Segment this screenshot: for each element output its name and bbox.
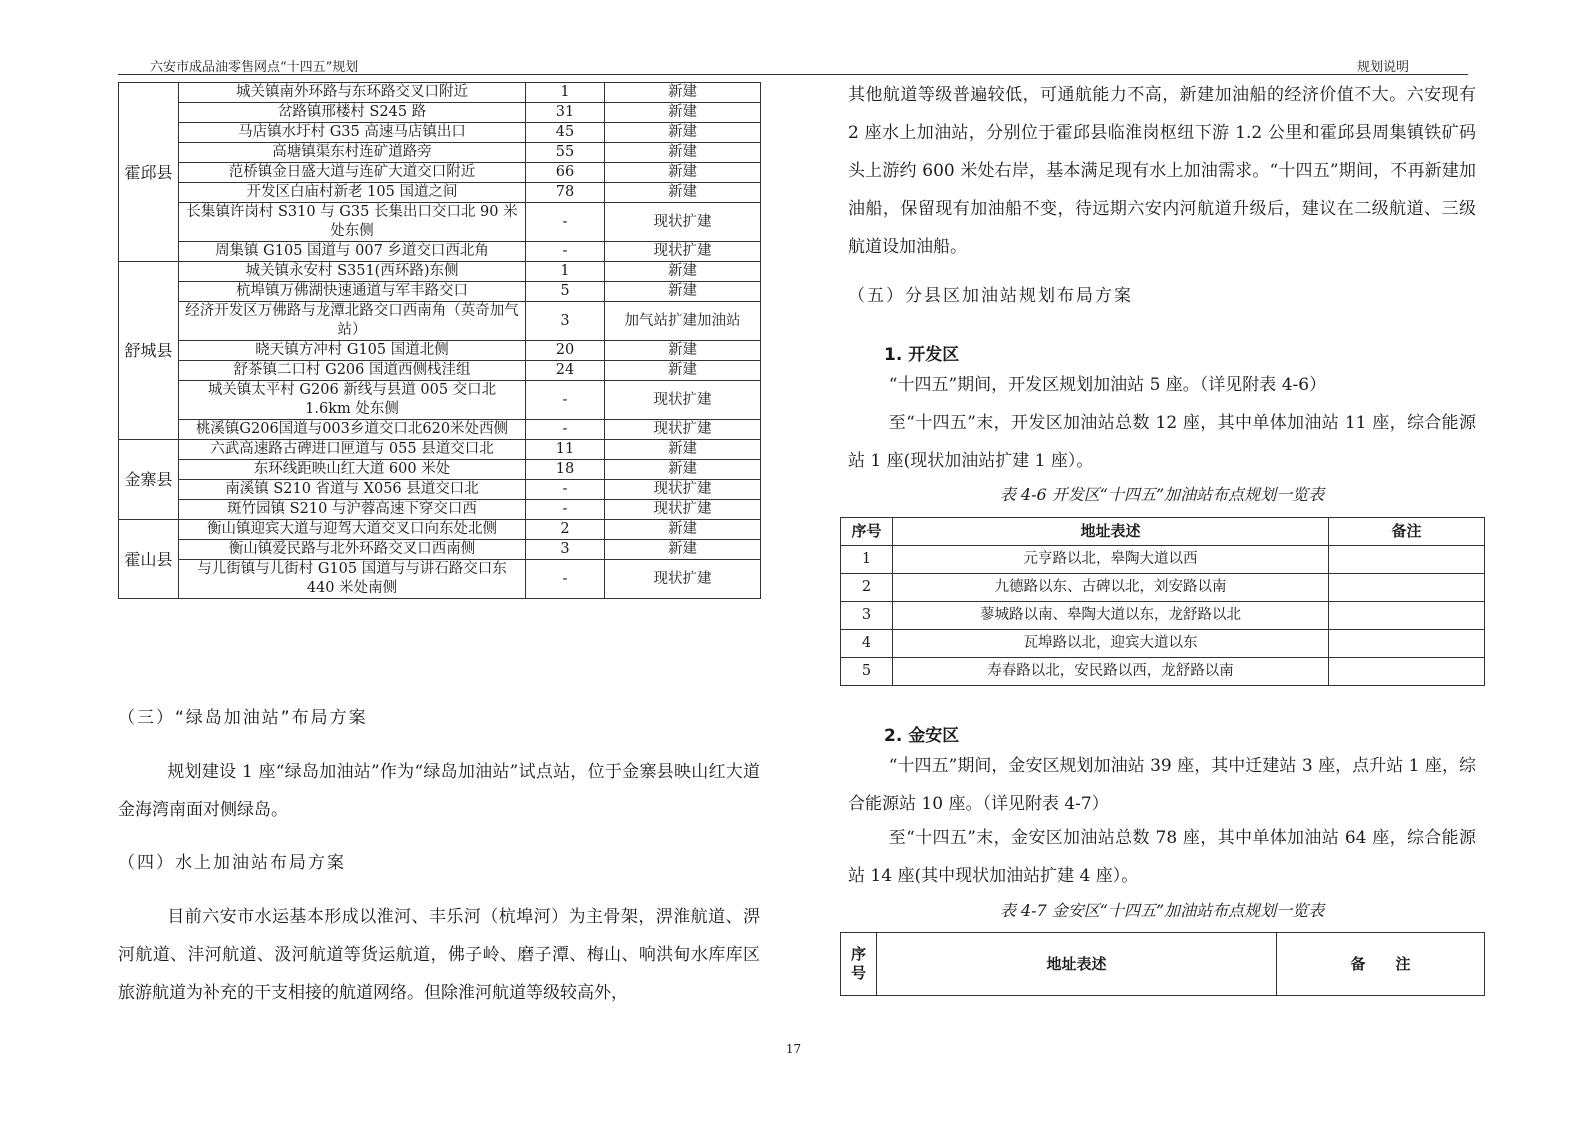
table-row [119, 540, 761, 560]
address-cell: 蓼城路以南、皋陶大道以东，龙舒路以北 [893, 602, 1329, 630]
address-cell: 高塘镇渠东村连矿道路旁 [179, 143, 526, 163]
type-cell: 现状扩建 [605, 480, 761, 500]
table-header-row [841, 518, 1485, 546]
address-cell: 城关镇太平村 G206 新线与县道 005 交口北 1.6km 处东侧 [179, 381, 526, 420]
code-cell: 18 [526, 460, 605, 480]
table-row [119, 262, 761, 282]
county-cell: 霍山县 [119, 520, 179, 599]
row-number-cell: 1 [841, 546, 893, 574]
code-cell: - [526, 420, 605, 440]
row-number-cell: 4 [841, 630, 893, 658]
code-cell: 66 [526, 163, 605, 183]
section4-paragraph-start: 目前六安市水运基本形成以淮河、丰乐河（杭埠河）为主骨架，淠淮航道、淠河航道、沣河航道、汲河航道等货运航道，佛子岭、磨子潭、梅山、响洪甸水库库区旅游航道为补充的干支相接的航道网络。但除淮河航道等级较高外， [118, 907, 760, 1003]
address-cell: 桃溪镇G206国道与003乡道交口北620米处西侧 [179, 420, 526, 440]
kaifaqu-paragraph-2: 至“十四五”末，开发区加油站总数 12 座，其中单体加油站 11 座，综合能源站 1 座(现状加油站扩建 1 座）。 [848, 413, 1476, 471]
address-cell: 东环线距映山红大道 600 米处 [179, 460, 526, 480]
address-cell: 元亨路以北，皋陶大道以西 [893, 546, 1329, 574]
code-cell: 24 [526, 361, 605, 381]
table-row [119, 203, 761, 242]
table-row [119, 183, 761, 203]
kaifaqu-table-body [841, 546, 1485, 686]
code-cell: 1 [526, 83, 605, 103]
county-cell: 霍邱县 [119, 83, 179, 262]
address-cell: 城关镇南外环路与东环路交叉口附近 [179, 83, 526, 103]
table-row [841, 630, 1485, 658]
type-cell: 加气站扩建加油站 [605, 302, 761, 341]
column-header-address: 地址表述 [877, 933, 1277, 996]
table-row [841, 658, 1485, 686]
address-cell: 长集镇许岗村 S310 与 G35 长集出口交口北 90 米处东侧 [179, 203, 526, 242]
table-row [119, 361, 761, 381]
code-cell: - [526, 203, 605, 242]
county-station-table [118, 82, 761, 599]
table-header-row [841, 933, 1485, 996]
code-cell: - [526, 560, 605, 599]
page-number: 17 [785, 1042, 802, 1056]
note-cell [1329, 546, 1485, 574]
code-cell: 55 [526, 143, 605, 163]
note-cell [1329, 658, 1485, 686]
address-cell: 寿春路以北，安民路以西，龙舒路以南 [893, 658, 1329, 686]
table-row [119, 83, 761, 103]
table-row [119, 242, 761, 262]
type-cell: 新建 [605, 282, 761, 302]
kaifaqu-heading: 1. 开发区 [884, 345, 960, 365]
jinanqu-paragraph-1: “十四五”期间，金安区规划加油站 39 座，其中迁建站 3 座，点升站 1 座，综合能源站 10 座。（详见附表 4-7） [848, 756, 1476, 814]
table-row [119, 103, 761, 123]
section4-paragraph-continued: 其他航道等级普遍较低，可通航能力不高，新建加油船的经济价值不大。六安现有 2 座水上加油站，分别位于霍邱县临淮岗枢纽下游 1.2 公里和霍邱县周集镇铁矿码头上游约 600 米处右岸，基本满足现有水上加油需求。“十四五”期间，不再新建加油船，保留现有加油船不变，待远期六安内河航道升级后，建议在二级航道、三级航道设加油船。 [848, 85, 1476, 257]
type-cell: 新建 [605, 83, 761, 103]
table-row [119, 560, 761, 599]
type-cell: 新建 [605, 103, 761, 123]
jinanqu-paragraph-2: 至“十四五”末，金安区加油站总数 78 座，其中单体加油站 64 座，综合能源站 14 座(其中现状加油站扩建 4 座）。 [848, 828, 1476, 886]
table-4-7-caption: 表 4-7 金安区“十四五”加油站布点规划一览表 [999, 901, 1325, 920]
kaifaqu-paragraph-1: “十四五”期间，开发区规划加油站 5 座。（详见附表 4-6） [888, 375, 1327, 395]
code-cell: 5 [526, 282, 605, 302]
address-cell: 城关镇永安村 S351(西环路)东侧 [179, 262, 526, 282]
note-cell [1329, 630, 1485, 658]
address-cell: 九德路以东、古碑以北，刘安路以南 [893, 574, 1329, 602]
code-cell: 3 [526, 540, 605, 560]
jinanqu-station-table [840, 932, 1485, 996]
column-header-no: 序号 [841, 933, 877, 996]
code-cell: - [526, 242, 605, 262]
table-row [119, 381, 761, 420]
type-cell: 新建 [605, 183, 761, 203]
section3-heading: （三）“绿岛加油站”布局方案 [118, 708, 368, 728]
type-cell: 现状扩建 [605, 500, 761, 520]
address-cell: 斑竹园镇 S210 与沪蓉高速下穿交口西 [179, 500, 526, 520]
type-cell: 新建 [605, 460, 761, 480]
table-4-6-caption: 表 4-6 开发区“十四五”加油站布点规划一览表 [999, 485, 1325, 504]
type-cell: 新建 [605, 163, 761, 183]
column-header-note: 备 注 [1277, 933, 1485, 996]
address-cell: 范桥镇金日盛大道与连矿大道交口附近 [179, 163, 526, 183]
county-station-table-body [119, 83, 761, 599]
table-row [119, 341, 761, 361]
address-cell: 周集镇 G105 国道与 007 乡道交口西北角 [179, 242, 526, 262]
type-cell: 新建 [605, 361, 761, 381]
address-cell: 开发区白庙村新老 105 国道之间 [179, 183, 526, 203]
code-cell: 11 [526, 440, 605, 460]
address-cell: 马店镇水圩村 G35 高速马店镇出口 [179, 123, 526, 143]
type-cell: 新建 [605, 262, 761, 282]
type-cell: 现状扩建 [605, 203, 761, 242]
document-title: 六安市成品油零售网点“十四五”规划 [150, 60, 359, 75]
address-cell: 晓天镇方冲村 G105 国道北侧 [179, 341, 526, 361]
type-cell: 新建 [605, 341, 761, 361]
address-cell: 经济开发区万佛路与龙潭北路交口西南角（英奇加气站） [179, 302, 526, 341]
note-cell [1329, 602, 1485, 630]
code-cell: 45 [526, 123, 605, 143]
jinanqu-heading: 2. 金安区 [884, 726, 960, 746]
section3-paragraph: 规划建设 1 座“绿岛加油站”作为“绿岛加油站”试点站，位于金寨县映山红大道金海湾南面对侧绿岛。 [118, 762, 760, 820]
county-cell: 舒城县 [119, 262, 179, 440]
address-cell: 衡山镇迎宾大道与迎驾大道交叉口向东处北侧 [179, 520, 526, 540]
table-row [841, 602, 1485, 630]
type-cell: 现状扩建 [605, 242, 761, 262]
column-header-note: 备注 [1329, 518, 1485, 546]
table-row [119, 123, 761, 143]
county-cell: 金寨县 [119, 440, 179, 520]
code-cell: 2 [526, 520, 605, 540]
code-cell: 31 [526, 103, 605, 123]
code-cell: 1 [526, 262, 605, 282]
table-row [841, 546, 1485, 574]
table-row [119, 520, 761, 540]
table-row [119, 163, 761, 183]
code-cell: - [526, 381, 605, 420]
note-cell [1329, 574, 1485, 602]
type-cell: 新建 [605, 520, 761, 540]
table-row [119, 282, 761, 302]
column-header-no: 序号 [841, 518, 893, 546]
section-label: 规划说明 [1357, 60, 1410, 75]
table-row [119, 480, 761, 500]
section5-heading: （五）分县区加油站规划布局方案 [848, 286, 1133, 306]
table-row [119, 420, 761, 440]
type-cell: 新建 [605, 123, 761, 143]
address-cell: 南溪镇 S210 省道与 X056 县道交口北 [179, 480, 526, 500]
code-cell: - [526, 500, 605, 520]
kaifaqu-station-table [840, 517, 1485, 686]
type-cell: 新建 [605, 143, 761, 163]
table-row [119, 440, 761, 460]
header-divider [118, 74, 1468, 75]
address-cell: 杭埠镇万佛湖快速通道与军丰路交口 [179, 282, 526, 302]
address-cell: 与儿街镇与儿街村 G105 国道与与讲石路交口东 440 米处南侧 [179, 560, 526, 599]
section4-heading: （四）水上加油站布局方案 [118, 853, 346, 873]
type-cell: 新建 [605, 540, 761, 560]
address-cell: 衡山镇爱民路与北外环路交叉口西南侧 [179, 540, 526, 560]
table-row [119, 500, 761, 520]
code-cell: - [526, 480, 605, 500]
code-cell: 20 [526, 341, 605, 361]
row-number-cell: 5 [841, 658, 893, 686]
column-header-address: 地址表述 [893, 518, 1329, 546]
table-row [119, 460, 761, 480]
table-row [119, 143, 761, 163]
type-cell: 现状扩建 [605, 420, 761, 440]
type-cell: 新建 [605, 440, 761, 460]
type-cell: 现状扩建 [605, 381, 761, 420]
address-cell: 岔路镇邢楼村 S245 路 [179, 103, 526, 123]
address-cell: 六武高速路古碑进口匣道与 055 县道交口北 [179, 440, 526, 460]
row-number-cell: 3 [841, 602, 893, 630]
table-row [119, 302, 761, 341]
type-cell: 现状扩建 [605, 560, 761, 599]
code-cell: 3 [526, 302, 605, 341]
address-cell: 舒茶镇二口村 G206 国道西侧栈洼组 [179, 361, 526, 381]
code-cell: 78 [526, 183, 605, 203]
row-number-cell: 2 [841, 574, 893, 602]
table-row [841, 574, 1485, 602]
address-cell: 瓦埠路以北，迎宾大道以东 [893, 630, 1329, 658]
